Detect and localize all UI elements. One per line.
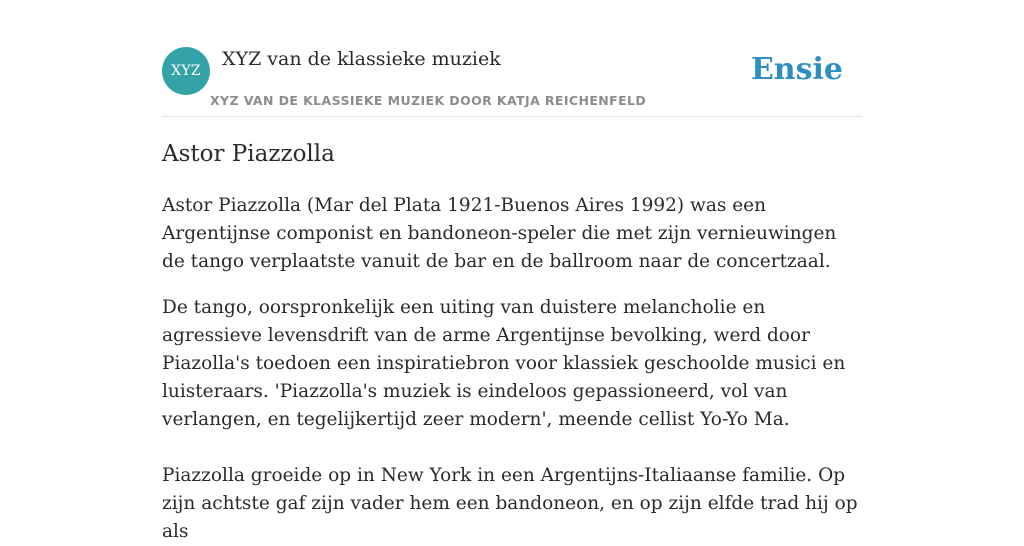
article-paragraph: De tango, oorspronkelijk een uiting van duistere melancholie en agressieve levensdrift van de arme Argentijnse bevolking, werd door Piazolla's toedoen een inspiratiebron voor klassiek geschoolde musici en luisteraars. 'Piazzolla's muziek is eindeloos gepassioneerd, vol van verlangen, en tegelijkertijd zeer modern', meende cellist Yo-Yo Ma.: [162, 297, 846, 430]
site-header: [162, 47, 862, 117]
article-paragraph: Piazzolla groeide op in New York in een Argentijns-Italiaanse familie. Op zijn achtste gaf zijn vader hem een bandoneon, en op zijn elfde trad hij op als: [162, 465, 858, 542]
article: [162, 138, 862, 546]
site-avatar[interactable]: XYZ: [162, 47, 210, 95]
site-title[interactable]: XYZ van de klassieke muziek: [222, 48, 501, 70]
brand-logo[interactable]: Ensie: [750, 52, 843, 87]
site-subtitle[interactable]: XYZ VAN DE KLASSIEKE MUZIEK DOOR KATJA REICHENFELD: [210, 93, 647, 108]
article-title: Astor Piazzolla: [162, 141, 335, 167]
article-paragraph: Astor Piazzolla (Mar del Plata 1921-Buenos Aires 1992) was een Argentijnse componist en bandoneon-speler die met zijn vernieuwingen de tango verplaatste vanuit de bar en de ballroom naar de concertzaal.: [162, 195, 837, 272]
